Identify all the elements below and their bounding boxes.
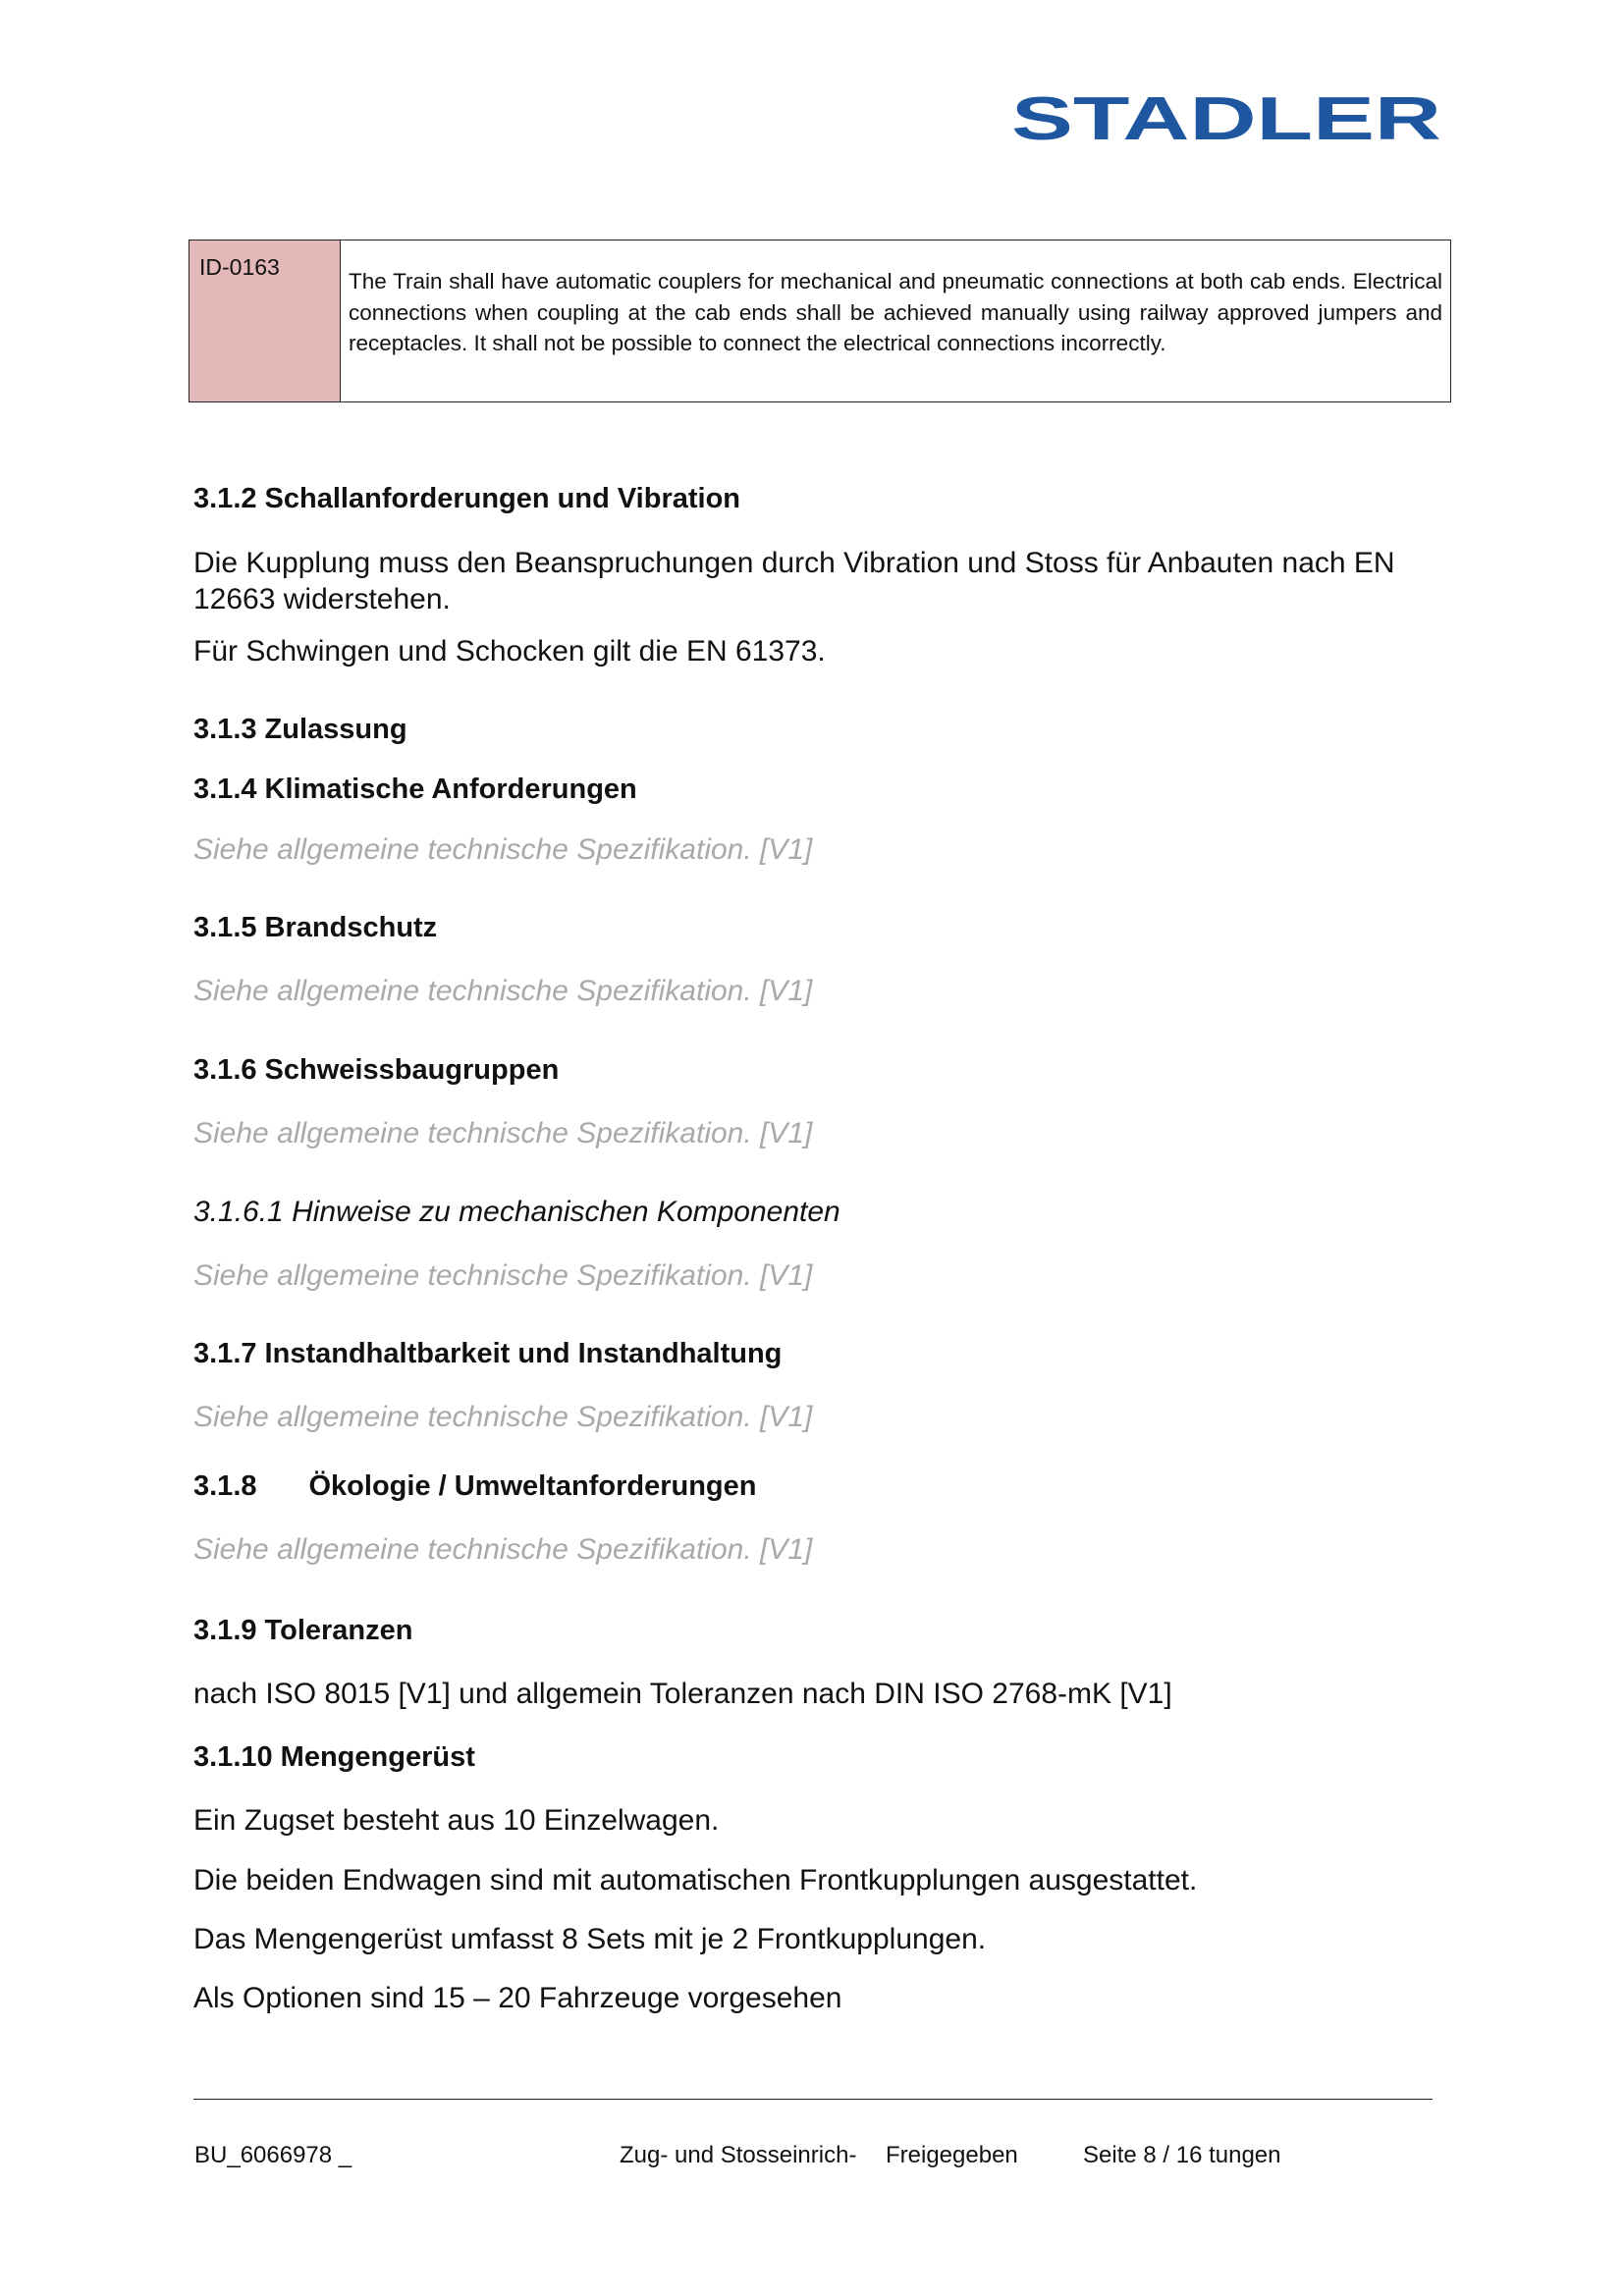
paragraph-quantity: Das Mengengerüst umfasst 8 Sets mit je 2 Frontkupplungen.	[193, 1923, 987, 1955]
note-3-1-7: Siehe allgemeine technische Spezifikation. [V1]	[193, 1401, 813, 1433]
paragraph-shock: Für Schwingen und Schocken gilt die EN 61373.	[193, 635, 826, 667]
heading-3-1-10: 3.1.10 Mengengerüst	[193, 1741, 475, 1773]
heading-3-1-7: 3.1.7 Instandhaltbarkeit und Instandhaltung	[193, 1338, 783, 1369]
requirement-table	[189, 240, 1451, 402]
heading-3-1-9: 3.1.9 Toleranzen	[193, 1615, 413, 1646]
footer-title: Zug- und Stosseinrich-	[620, 2142, 857, 2168]
note-3-1-5: Siehe allgemeine technische Spezifikation. [V1]	[193, 975, 813, 1007]
paragraph-trainset: Ein Zugset besteht aus 10 Einzelwagen.	[193, 1804, 720, 1837]
paragraph-tolerances: nach ISO 8015 [V1] und allgemein Toleranzen nach DIN ISO 2768-mK [V1]	[193, 1678, 1172, 1710]
note-3-1-6-1: Siehe allgemeine technische Spezifikation. [V1]	[193, 1259, 813, 1292]
heading-3-1-2: 3.1.2 Schallanforderungen und Vibration	[193, 483, 741, 514]
heading-3-1-8	[193, 1470, 757, 1503]
footer-page: Seite 8 / 16 tungen	[1083, 2142, 1281, 2168]
heading-3-1-4: 3.1.4 Klimatische Anforderungen	[193, 774, 637, 805]
requirement-text: The Train shall have automatic couplers for mechanical and pneumatic connections at both cab ends. Electrical connections when coupling at the cab ends shall be achieved manually using railway approved jumpers and receptacles. It shall not be possible to connect the electrical connections incorrectly.	[349, 269, 1442, 355]
heading-3-1-3: 3.1.3 Zulassung	[193, 714, 407, 745]
logo-text: STADLER	[1011, 88, 1441, 147]
stadler-logo	[1011, 88, 1443, 147]
requirement-id: ID-0163	[189, 240, 341, 401]
paragraph-end-cars: Die beiden Endwagen sind mit automatischen Frontkupplungen ausgestattet.	[193, 1864, 1198, 1896]
heading-3-1-6-1: 3.1.6.1 Hinweise zu mechanischen Komponenten	[193, 1196, 840, 1228]
note-3-1-6: Siehe allgemeine technische Spezifikation. [V1]	[193, 1117, 813, 1149]
heading-3-1-8-number: 3.1.8	[193, 1470, 257, 1502]
note-3-1-4: Siehe allgemeine technische Spezifikation. [V1]	[193, 833, 813, 866]
footer-divider	[193, 2099, 1433, 2100]
footer-doc-id: BU_6066978 _	[194, 2142, 352, 2168]
paragraph-options: Als Optionen sind 15 – 20 Fahrzeuge vorgesehen	[193, 1982, 842, 2014]
heading-3-1-8-title: Ökologie / Umweltanforderungen	[308, 1470, 757, 1502]
paragraph-vibration: Die Kupplung muss den Beanspruchungen durch Vibration und Stoss für Anbauten nach EN 12663 widerstehen.	[193, 547, 1395, 615]
heading-3-1-6: 3.1.6 Schweissbaugruppen	[193, 1054, 560, 1086]
heading-3-1-5: 3.1.5 Brandschutz	[193, 912, 438, 943]
note-3-1-8: Siehe allgemeine technische Spezifikation. [V1]	[193, 1533, 813, 1566]
footer-status: Freigegeben	[886, 2142, 1018, 2168]
